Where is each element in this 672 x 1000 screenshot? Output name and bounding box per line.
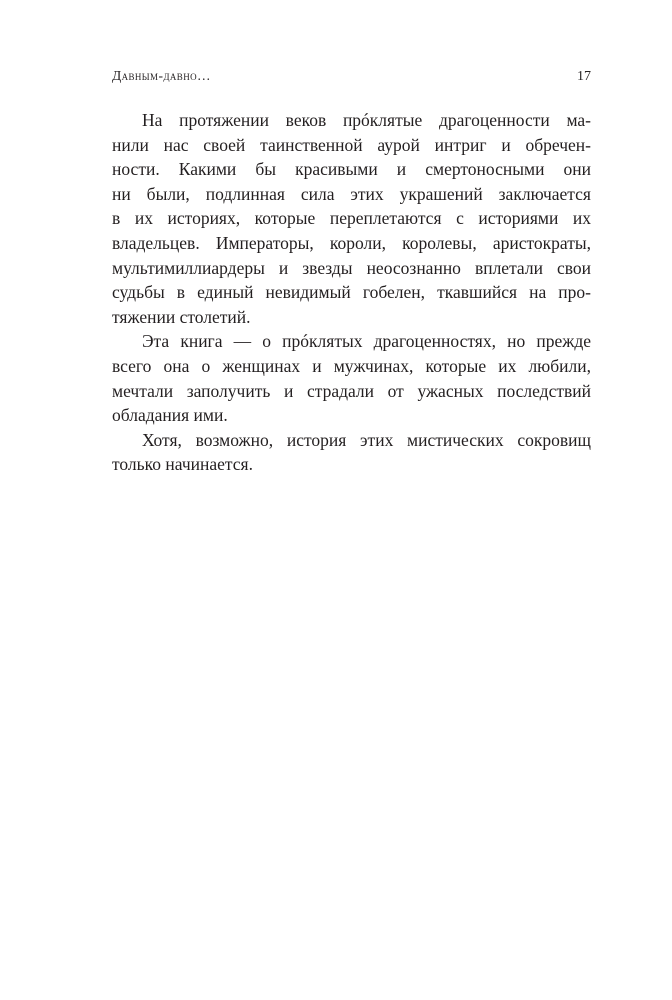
text-line: тяжении столетий. — [112, 306, 251, 327]
running-title: Давным-давно… — [112, 68, 211, 83]
text-line: только начинается. — [112, 454, 253, 475]
text-line: судьбы в единый невидимый гобелен, ткавшийся на про- — [112, 282, 591, 303]
text-line: ни были, подлинная сила этих украшений заключается — [112, 183, 591, 204]
text-line: мультимиллиардеры и звезды неосознанно вплетали свои — [112, 257, 591, 278]
running-head — [112, 68, 591, 85]
paragraph-1 — [112, 108, 591, 329]
text-line: нили нас своей таинственной аурой интриг и обречен- — [112, 134, 591, 155]
text-line: мечтали заполучить и страдали от ужасных последствий — [112, 380, 591, 401]
text-line: в их историях, которые переплетаются с историями их — [112, 208, 591, 229]
text-line: всего она о женщинах и мужчинах, которые их любили, — [112, 355, 591, 376]
text-line: обладания ими. — [112, 405, 228, 426]
text-line: владельцев. Императоры, короли, королевы, аристократы, — [112, 232, 591, 253]
paragraph-2 — [112, 329, 591, 427]
page-number: 17 — [577, 69, 591, 84]
text-line: На протяжении веков прóклятые драгоценности ма- — [142, 110, 591, 130]
text-line: Эта книга — о прóклятых драгоценностях, но прежде — [142, 331, 591, 352]
text-line: Хотя, возможно, история этих мистических сокровищ — [142, 429, 591, 450]
text-line: ности. Какими бы красивыми и смертоносными они — [112, 159, 591, 180]
body-text — [112, 108, 591, 477]
paragraph-3 — [112, 428, 591, 477]
